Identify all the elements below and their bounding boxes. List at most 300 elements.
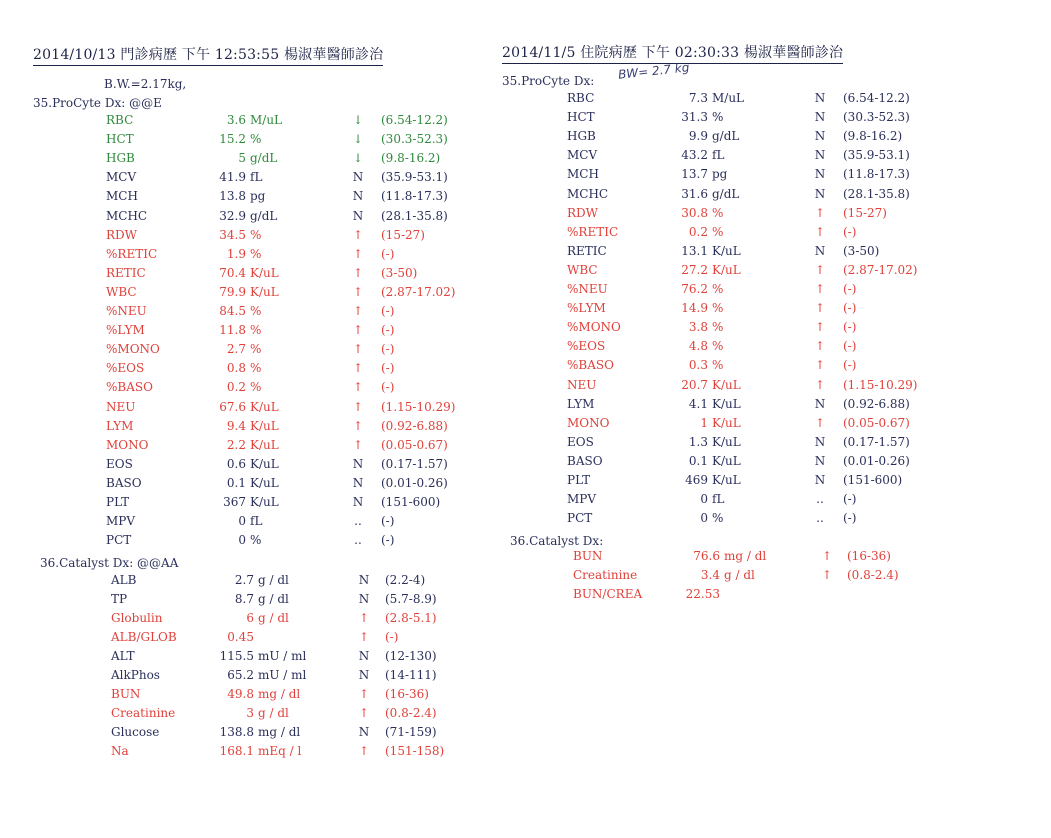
lab-row xyxy=(0,706,1051,724)
test-range: (-) xyxy=(381,323,395,338)
test-value: 0 xyxy=(238,533,246,548)
test-value: 1 xyxy=(700,415,708,430)
test-flag: ↑ xyxy=(821,568,833,582)
test-value: 34.5 xyxy=(219,227,246,242)
test-value: 27.2 xyxy=(681,262,708,277)
test-range: (1.15-10.29) xyxy=(381,399,456,414)
test-name: %RETIC xyxy=(106,246,158,261)
right-handwritten-weight: BW= 2.7 kg xyxy=(617,60,690,82)
test-flag: ↑ xyxy=(352,399,364,414)
test-unit: K/uL xyxy=(712,453,741,468)
test-value: 3.8 xyxy=(688,320,708,335)
test-range: (151-600) xyxy=(381,495,441,509)
test-unit: % xyxy=(250,342,262,357)
test-range: (0.17-1.57) xyxy=(381,456,448,471)
lab-row xyxy=(0,282,1051,300)
test-value: 138.8 xyxy=(219,725,254,739)
test-range: (71-159) xyxy=(385,725,437,739)
test-range: (-) xyxy=(843,511,857,526)
test-flag: ↑ xyxy=(814,224,826,239)
test-range: (-) xyxy=(843,224,857,239)
lab-row xyxy=(0,225,1051,243)
test-unit: fL xyxy=(250,170,263,185)
test-name: RDW xyxy=(567,205,598,220)
test-name: MCHC xyxy=(106,208,148,223)
test-name: HCT xyxy=(106,132,134,147)
test-flag: N xyxy=(352,495,364,509)
test-range: (-) xyxy=(843,282,857,296)
test-name: %EOS xyxy=(106,361,145,376)
lab-row xyxy=(0,611,1051,629)
test-unit: K/uL xyxy=(250,456,279,471)
test-flag: ↓ xyxy=(352,113,364,127)
test-flag: N xyxy=(352,189,364,204)
test-value: 1.9 xyxy=(226,246,246,261)
test-flag: ↑ xyxy=(352,437,364,452)
test-name: RETIC xyxy=(567,243,607,258)
test-value: 2.2 xyxy=(226,437,246,452)
test-range: (0.92-6.88) xyxy=(843,396,910,411)
right-record-title: 2014/11/5 住院病歷 下午 02:30:33 楊淑華醫師診治 xyxy=(502,42,843,64)
test-name: NEU xyxy=(567,377,597,392)
test-unit: g/dL xyxy=(712,186,740,201)
test-value: 76.6 xyxy=(693,549,720,563)
test-unit: mEq / l xyxy=(258,744,302,758)
test-unit: % xyxy=(250,227,262,242)
test-value: 32.9 xyxy=(219,208,246,223)
test-flag: N xyxy=(814,243,826,258)
test-range: (30.3-52.3) xyxy=(381,132,448,147)
test-unit: % xyxy=(250,323,262,338)
test-unit: K/uL xyxy=(250,265,279,280)
test-name: %NEU xyxy=(567,282,608,296)
test-flag: N xyxy=(814,396,826,411)
test-name: %NEU xyxy=(106,304,147,318)
test-name: PLT xyxy=(567,473,591,487)
test-flag: ↑ xyxy=(352,323,364,338)
test-flag: ↑ xyxy=(352,418,364,433)
lab-row xyxy=(0,263,1051,281)
test-value: 2.7 xyxy=(226,342,246,357)
test-range: (15-27) xyxy=(381,227,425,242)
test-name: ALB xyxy=(111,573,137,587)
test-name: MCHC xyxy=(567,186,609,201)
test-value: 67.6 xyxy=(219,399,246,414)
test-unit: K/uL xyxy=(712,473,741,487)
test-unit: g/dL xyxy=(712,129,740,144)
test-name: EOS xyxy=(106,456,133,471)
lab-row xyxy=(0,744,1051,762)
lab-row xyxy=(0,148,1051,166)
test-unit: K/uL xyxy=(712,415,741,430)
test-unit: K/uL xyxy=(250,495,279,509)
lab-row xyxy=(0,339,1051,357)
test-flag: ↑ xyxy=(814,339,826,354)
test-name: HGB xyxy=(567,129,596,144)
test-range: (0.8-2.4) xyxy=(385,706,437,720)
test-range: (-) xyxy=(843,320,857,335)
test-unit: K/uL xyxy=(250,418,279,433)
test-name: HGB xyxy=(106,151,135,166)
test-name: TP xyxy=(111,592,128,606)
test-unit: % xyxy=(250,380,262,395)
test-range: (9.8-16.2) xyxy=(381,151,441,166)
test-unit: % xyxy=(712,205,724,220)
test-range: (2.87-17.02) xyxy=(843,262,918,277)
test-unit: % xyxy=(250,361,262,376)
test-flag: N xyxy=(358,668,370,682)
test-range: (16-36) xyxy=(847,549,891,563)
test-range: (-) xyxy=(843,339,857,354)
test-range: (-) xyxy=(381,246,395,261)
test-range: (-) xyxy=(381,342,395,357)
test-flag: N xyxy=(814,453,826,468)
lab-row xyxy=(0,511,1051,529)
right-catalyst-header: 36.Catalyst Dx: xyxy=(510,534,604,548)
test-unit: fL xyxy=(250,514,263,529)
test-value: 13.1 xyxy=(681,243,708,258)
lab-row xyxy=(0,630,1051,648)
test-flag: ↑ xyxy=(814,320,826,335)
test-value: 5 xyxy=(238,151,246,166)
test-value: 0.2 xyxy=(226,380,246,395)
test-name: ALT xyxy=(111,649,135,663)
test-unit: pg xyxy=(250,189,266,204)
test-value: 0.3 xyxy=(688,358,708,373)
test-value: 43.2 xyxy=(681,148,708,163)
test-value: 9.9 xyxy=(688,129,708,144)
lab-row xyxy=(0,687,1051,705)
test-name: HCT xyxy=(567,110,595,125)
test-name: PCT xyxy=(106,533,132,548)
test-value: 367 xyxy=(223,495,246,509)
test-unit: M/uL xyxy=(712,91,745,105)
lab-row xyxy=(0,435,1051,453)
test-flag: ↓ xyxy=(352,132,364,147)
test-unit: mU / ml xyxy=(258,649,307,663)
test-value: 9.4 xyxy=(226,418,246,433)
test-range: (151-158) xyxy=(385,744,445,758)
test-name: BASO xyxy=(106,475,142,490)
test-name: WBC xyxy=(567,262,598,277)
left-record-title: 2014/10/13 門診病歷 下午 12:53:55 楊淑華醫師診治 xyxy=(33,44,383,66)
test-flag: N xyxy=(814,434,826,449)
test-value: 13.8 xyxy=(219,189,246,204)
test-unit: mg / dl xyxy=(258,725,301,739)
test-name: %BASO xyxy=(106,380,153,395)
test-flag: N xyxy=(814,110,826,125)
test-name: NEU xyxy=(106,399,136,414)
test-range: (30.3-52.3) xyxy=(843,110,910,125)
test-flag: ↑ xyxy=(814,377,826,392)
test-unit: % xyxy=(712,320,724,335)
lab-row xyxy=(0,492,1051,510)
test-flag: ↑ xyxy=(358,630,370,644)
test-flag: N xyxy=(352,456,364,471)
test-range: (2.2-4) xyxy=(385,573,426,587)
test-unit: g / dl xyxy=(258,611,289,625)
test-range: (6.54-12.2) xyxy=(843,91,910,105)
test-flag: ↑ xyxy=(352,380,364,395)
test-name: MCH xyxy=(567,167,599,182)
test-flag: ↑ xyxy=(352,246,364,261)
test-flag: ↑ xyxy=(821,549,833,563)
test-range: (-) xyxy=(385,630,399,644)
test-range: (16-36) xyxy=(385,687,429,701)
test-name: PCT xyxy=(567,511,593,526)
test-name: RETIC xyxy=(106,265,146,280)
test-range: (0.8-2.4) xyxy=(847,568,899,582)
test-range: (-) xyxy=(843,301,857,316)
test-value: 0.2 xyxy=(688,224,708,239)
test-flag: N xyxy=(814,148,826,163)
test-flag: ↑ xyxy=(814,415,826,430)
test-name: MCV xyxy=(567,148,598,163)
test-name: MCH xyxy=(106,189,138,204)
test-range: (0.05-0.67) xyxy=(843,415,910,430)
test-value: 0.1 xyxy=(688,453,708,468)
test-name: BUN/CREA xyxy=(573,587,643,601)
test-name: BUN xyxy=(111,687,141,701)
lab-row xyxy=(0,568,1051,586)
lab-row xyxy=(0,668,1051,686)
lab-row xyxy=(0,91,1051,109)
test-range: (14-111) xyxy=(385,668,437,682)
test-value: 6 xyxy=(246,611,254,625)
test-unit: g/dL xyxy=(250,151,278,166)
test-unit: % xyxy=(712,110,724,125)
lab-row xyxy=(0,206,1051,224)
test-flag: ↓ xyxy=(352,151,364,166)
test-flag: ↑ xyxy=(814,205,826,220)
test-range: (0.01-0.26) xyxy=(381,475,448,490)
test-range: (3-50) xyxy=(843,243,880,258)
test-range: (6.54-12.2) xyxy=(381,113,448,127)
test-name: Glucose xyxy=(111,725,160,739)
test-name: Na xyxy=(111,744,129,758)
test-flag: N xyxy=(352,208,364,223)
test-value: 70.4 xyxy=(219,265,246,280)
test-flag: N xyxy=(358,573,370,587)
test-value: 0.45 xyxy=(227,630,254,644)
test-name: EOS xyxy=(567,434,594,449)
test-range: (-) xyxy=(381,514,395,529)
test-name: %LYM xyxy=(106,323,145,338)
lab-row xyxy=(0,129,1051,147)
test-value: 15.2 xyxy=(219,132,246,147)
test-flag: ↑ xyxy=(358,687,370,701)
test-unit: K/uL xyxy=(712,377,741,392)
test-value: 3.4 xyxy=(700,568,720,582)
lab-row xyxy=(0,587,1051,605)
test-unit: % xyxy=(712,224,724,239)
test-unit: % xyxy=(712,301,724,316)
test-unit: % xyxy=(712,339,724,354)
test-flag: ↑ xyxy=(352,361,364,376)
lab-row xyxy=(0,416,1051,434)
test-range: (12-130) xyxy=(385,649,437,663)
test-name: BASO xyxy=(567,453,603,468)
test-value: 3 xyxy=(246,706,254,720)
test-flag: N xyxy=(814,186,826,201)
test-unit: % xyxy=(712,358,724,373)
lab-row xyxy=(0,378,1051,396)
test-value: 0.8 xyxy=(226,361,246,376)
lab-row xyxy=(0,725,1051,743)
test-range: (-) xyxy=(381,304,395,318)
test-name: %BASO xyxy=(567,358,614,373)
test-value: 13.7 xyxy=(681,167,708,182)
test-value: 65.2 xyxy=(227,668,254,682)
test-flag: N xyxy=(358,725,370,739)
test-unit: g / dl xyxy=(258,706,289,720)
test-range: (3-50) xyxy=(381,265,418,280)
test-unit: mU / ml xyxy=(258,668,307,682)
test-range: (28.1-35.8) xyxy=(843,186,910,201)
lab-row xyxy=(0,244,1051,262)
lab-row xyxy=(0,167,1051,185)
test-value: 3.6 xyxy=(226,113,246,127)
test-name: RBC xyxy=(567,91,595,105)
test-name: Globulin xyxy=(111,611,163,625)
test-range: (-) xyxy=(843,358,857,373)
test-unit: K/uL xyxy=(712,434,741,449)
test-range: (-) xyxy=(381,380,395,395)
test-range: (2.87-17.02) xyxy=(381,284,456,299)
lab-row xyxy=(0,454,1051,472)
test-flag: N xyxy=(352,170,364,185)
test-flag: N xyxy=(814,129,826,144)
test-unit: g/dL xyxy=(250,208,278,223)
test-range: (0.05-0.67) xyxy=(381,437,448,452)
test-value: 76.2 xyxy=(681,282,708,296)
test-unit: K/uL xyxy=(712,262,741,277)
test-flag: N xyxy=(814,473,826,487)
lab-row xyxy=(0,301,1051,319)
test-unit: % xyxy=(250,132,262,147)
test-unit: K/uL xyxy=(250,399,279,414)
test-value: 168.1 xyxy=(219,744,254,758)
test-unit: pg xyxy=(712,167,728,182)
test-unit: K/uL xyxy=(250,437,279,452)
test-flag: ↑ xyxy=(352,227,364,242)
test-unit: M/uL xyxy=(250,113,283,127)
test-name: WBC xyxy=(106,284,137,299)
lab-row xyxy=(0,473,1051,491)
test-flag: ↑ xyxy=(352,342,364,357)
test-range: (11.8-17.3) xyxy=(381,189,448,204)
test-value: 14.9 xyxy=(681,301,708,316)
right-procyte-header: 35.ProCyte Dx: xyxy=(502,74,595,88)
test-value: 49.8 xyxy=(227,687,254,701)
test-flag: ↑ xyxy=(814,262,826,277)
test-value: 4.8 xyxy=(688,339,708,354)
test-value: 2.7 xyxy=(234,573,254,587)
test-value: 115.5 xyxy=(219,649,254,663)
test-flag: ↑ xyxy=(814,282,826,296)
test-flag: N xyxy=(814,91,826,105)
test-flag: .. xyxy=(816,492,824,507)
left-catalyst-header: 36.Catalyst Dx: @@AA xyxy=(40,556,179,570)
test-value: 31.3 xyxy=(681,110,708,125)
test-flag: N xyxy=(358,649,370,663)
test-range: (35.9-53.1) xyxy=(381,170,448,185)
test-name: RDW xyxy=(106,227,137,242)
test-value: 8.7 xyxy=(234,592,254,606)
test-value: 0.1 xyxy=(226,475,246,490)
test-range: (9.8-16.2) xyxy=(843,129,903,144)
lab-row xyxy=(0,649,1051,667)
test-unit: % xyxy=(712,511,724,526)
test-range: (1.15-10.29) xyxy=(843,377,918,392)
test-name: %RETIC xyxy=(567,224,619,239)
test-range: (28.1-35.8) xyxy=(381,208,448,223)
test-unit: fL xyxy=(712,492,725,507)
test-range: (2.8-5.1) xyxy=(385,611,437,625)
test-range: (-) xyxy=(381,533,395,548)
test-unit: mg / dl xyxy=(258,687,301,701)
test-name: %EOS xyxy=(567,339,606,354)
test-name: AlkPhos xyxy=(111,668,160,682)
test-flag: .. xyxy=(354,514,362,529)
test-value: 31.6 xyxy=(681,186,708,201)
test-name: MCV xyxy=(106,170,137,185)
test-unit: K/uL xyxy=(712,396,741,411)
test-range: (11.8-17.3) xyxy=(843,167,910,182)
test-flag: ↑ xyxy=(814,358,826,373)
test-value: 22.53 xyxy=(685,587,720,601)
test-flag: N xyxy=(814,167,826,182)
test-value: 20.7 xyxy=(681,377,708,392)
test-value: 0 xyxy=(700,511,708,526)
test-name: MONO xyxy=(106,437,149,452)
test-name: ALB/GLOB xyxy=(111,630,177,644)
test-name: MONO xyxy=(567,415,610,430)
test-value: 11.8 xyxy=(219,323,246,338)
test-name: PLT xyxy=(106,495,130,509)
test-value: 4.1 xyxy=(688,396,708,411)
test-name: %MONO xyxy=(567,320,621,335)
test-name: %MONO xyxy=(106,342,160,357)
test-range: (151-600) xyxy=(843,473,903,487)
test-value: 1.3 xyxy=(688,434,708,449)
test-flag: ↑ xyxy=(814,301,826,316)
test-flag: ↑ xyxy=(352,304,364,318)
test-unit: K/uL xyxy=(712,243,741,258)
test-name: RBC xyxy=(106,113,134,127)
test-unit: g / dl xyxy=(724,568,755,582)
test-flag: N xyxy=(352,475,364,490)
test-range: (0.01-0.26) xyxy=(843,453,910,468)
test-flag: .. xyxy=(816,511,824,526)
test-value: 0 xyxy=(700,492,708,507)
test-value: 79.9 xyxy=(219,284,246,299)
test-flag: ↑ xyxy=(358,744,370,758)
test-name: MPV xyxy=(106,514,136,529)
left-body-weight: B.W.=2.17kg, xyxy=(104,77,187,91)
test-value: 30.8 xyxy=(681,205,708,220)
test-flag: ↑ xyxy=(352,284,364,299)
test-flag: ↑ xyxy=(358,611,370,625)
test-value: 469 xyxy=(685,473,708,487)
test-flag: N xyxy=(358,592,370,606)
test-unit: K/uL xyxy=(250,284,279,299)
test-range: (0.92-6.88) xyxy=(381,418,448,433)
test-name: LYM xyxy=(567,396,595,411)
lab-row xyxy=(0,358,1051,376)
test-name: %LYM xyxy=(567,301,606,316)
test-range: (0.17-1.57) xyxy=(843,434,910,449)
